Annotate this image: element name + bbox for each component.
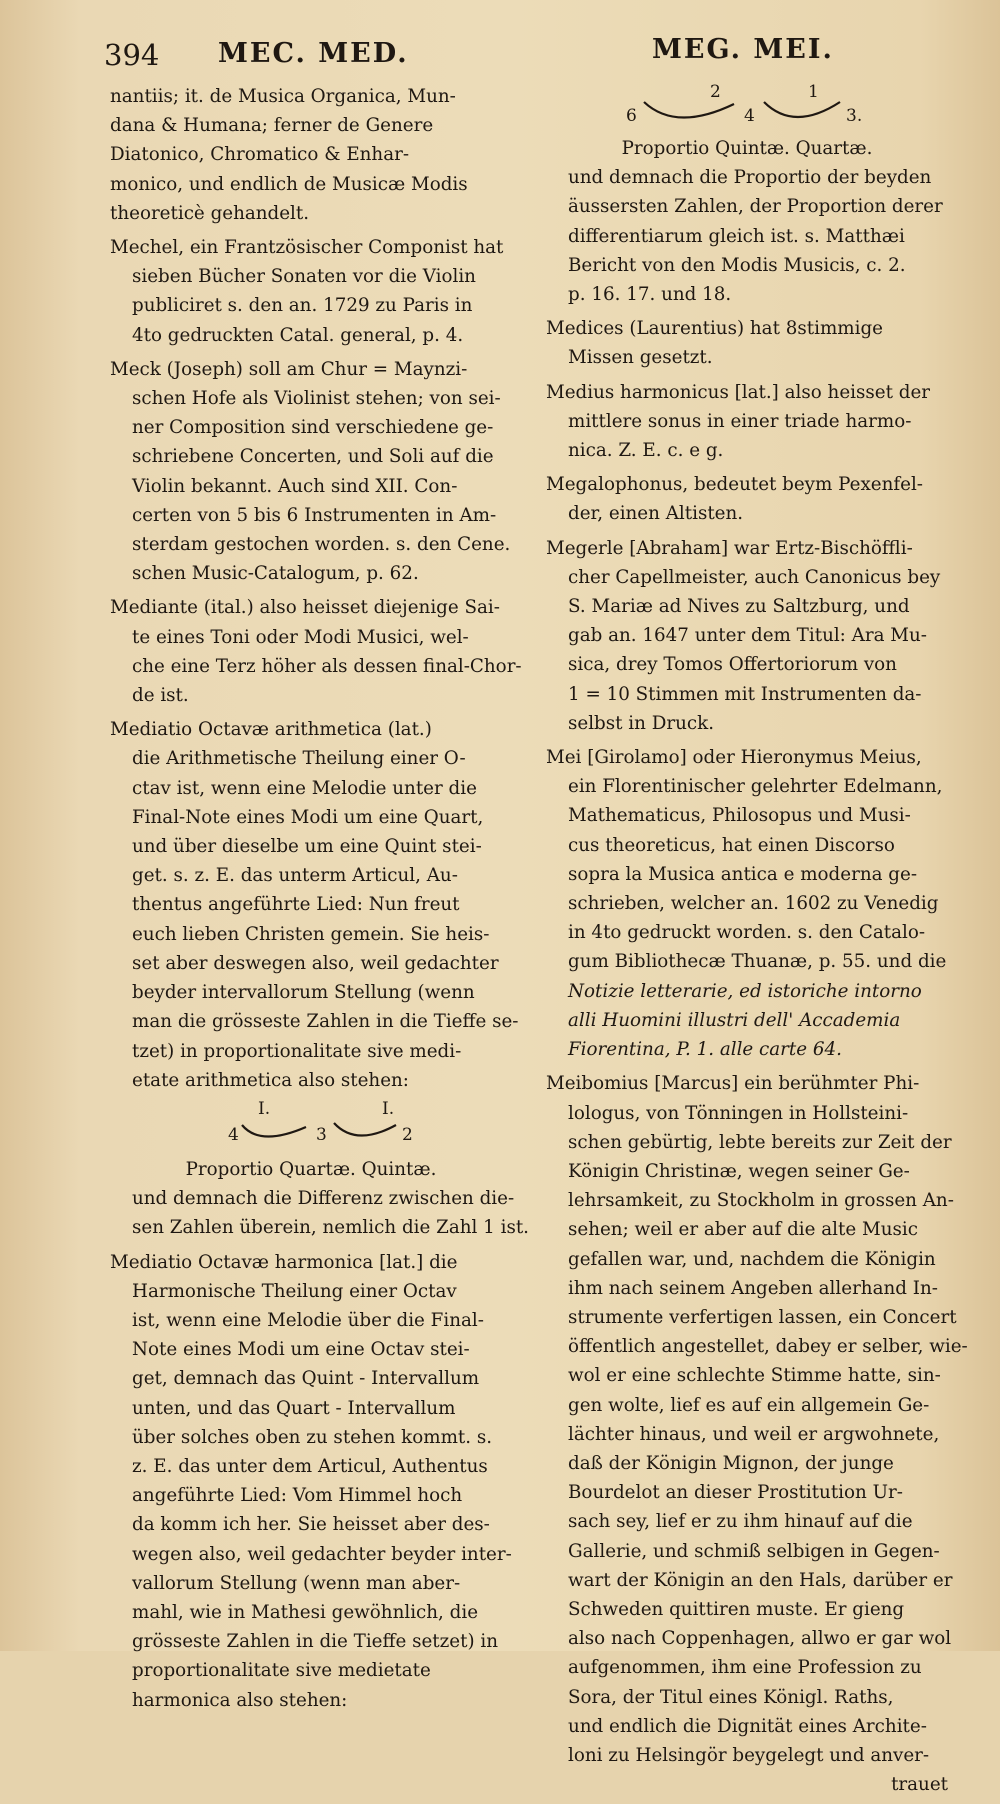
text-line: und endlich die Dignität eines Archite- — [568, 1715, 927, 1737]
diagram-caption: Proportio Quartæ. Quintæ. — [185, 1158, 437, 1180]
diagram-arcs — [110, 1095, 512, 1155]
text-line: also nach Coppenhagen, allwo er gar wol — [568, 1628, 952, 1650]
text-line: sen Zahlen überein, nemlich die Zahl 1 ist. — [132, 1217, 529, 1239]
text-line: set aber deswegen also, weil gedachter — [132, 952, 499, 974]
text-line: schen Music-Catalogum, p. 62. — [132, 563, 419, 585]
text-line: ner Composition sind verschiedene ge- — [132, 417, 494, 439]
text-line: monico, und endlich de Musicæ Modis — [110, 173, 468, 195]
text-line: z. E. das unter dem Articul, Authentus — [132, 1455, 488, 1477]
text-line: schriebene Concerten, und Soli auf die — [132, 446, 494, 468]
entry-headline: Mechel, ein Frantzösischer Componist hat — [110, 237, 504, 259]
text-line: die Arithmetische Theilung einer O- — [132, 748, 466, 770]
diagram-number: 2 — [402, 1124, 413, 1145]
text-line: Harmonische Theilung einer Octav — [132, 1280, 457, 1302]
entry-headline: Megalophonus, bedeutet beym Pexenfel- — [546, 474, 923, 496]
diagram-number: 3 — [316, 1124, 327, 1145]
proportion-diagram-arithmetic — [110, 1095, 512, 1155]
text-line: gab an. 1647 unter dem Titul: Ara Mu- — [568, 625, 927, 647]
text-line: tzet) in proportionalitate sive medi- — [132, 1040, 462, 1062]
text-line: Violin bekannt. Auch sind XII. Con- — [132, 475, 458, 497]
text-line: Final-Note eines Modi um eine Quart, — [132, 806, 484, 828]
text-line: etate arithmetica also stehen: — [132, 1069, 409, 1091]
entry-mei — [546, 743, 948, 1064]
text-line: proportionalitate sive medietate — [132, 1660, 431, 1682]
arc-mark — [644, 102, 734, 118]
text-line: Bourdelot an dieser Prostitution Ur- — [568, 1482, 903, 1504]
text-line: differentiarum gleich ist. s. Matthæi — [568, 225, 905, 247]
text-line: lächter hinaus, und weil er argwohnete, — [568, 1423, 940, 1445]
entry-headline: Medices (Laurentius) hat 8stimmige — [546, 318, 883, 340]
text-line: lologus, von Tönningen in Hollsteini- — [568, 1102, 909, 1124]
text-line: selbst in Druck. — [568, 712, 715, 734]
text-line: get, demnach das Quint - Intervallum — [132, 1368, 480, 1390]
text-line: über solches oben zu stehen kommt. s. — [132, 1426, 493, 1448]
text-line: cus theoreticus, hat einen Discorso — [568, 834, 895, 856]
text-line: ist, wenn eine Melodie über die Final- — [132, 1309, 484, 1331]
text-line: vallorum Stellung (wenn man aber- — [132, 1572, 461, 1594]
text-line: S. Mariæ ad Nives zu Saltzburg, und — [568, 596, 910, 618]
text-line: sopra la Musica antica e moderna ge- — [568, 863, 917, 885]
text-line: 4to gedruckten Catal. general, p. 4. — [132, 324, 464, 346]
entry-mediante — [110, 593, 522, 710]
entry-intro-continuation — [110, 82, 512, 228]
text-line: wegen also, weil gedachter beyder inter- — [132, 1543, 512, 1565]
text-line: sterdam gestochen worden. s. den Cene. — [132, 534, 511, 556]
right-column — [546, 82, 968, 1804]
text-line: beyder intervallorum Stellung (wenn — [132, 982, 475, 1004]
proportion-diagram-harmonic — [546, 82, 948, 134]
text-line: get. s. z. E. das unterm Articul, Au- — [132, 865, 458, 887]
text-line: p. 16. 17. und 18. — [568, 284, 732, 306]
diagram-number: 6 — [626, 106, 637, 126]
text-line: che eine Terz höher als dessen final-Chor- — [132, 655, 522, 677]
text-line: Diatonico, Chromatico & Enhar- — [110, 144, 410, 166]
arc-mark — [242, 1125, 306, 1137]
entry-headline: Meibomius [Marcus] ein berühmter Phi- — [546, 1073, 920, 1095]
text-line: gum Bibliothecæ Thuanæ, p. 55. und die — [568, 951, 947, 973]
text-line: daß der Königin Mignon, der junge — [568, 1452, 894, 1474]
diagram-caption: Proportio Quintæ. Quartæ. — [621, 138, 873, 159]
text-line: angeführte Lied: Vom Himmel hoch — [132, 1485, 463, 1507]
text-line: Fiorentina, P. 1. alle carte 64. — [568, 1039, 842, 1061]
text-line: cher Capellmeister, auch Canonicus bey — [568, 566, 941, 588]
entry-meck — [110, 355, 512, 589]
text-line: Sora, der Titul eines Königl. Raths, — [568, 1686, 894, 1708]
entry-headline: Mediante (ital.) also heisset diejenige Sai- — [110, 597, 500, 619]
text-line: Note eines Modi um eine Octav stei- — [132, 1339, 470, 1361]
header-left-guide-words: MEC. MED. — [218, 38, 409, 69]
text-line: publiciret s. den an. 1729 zu Paris in — [132, 295, 473, 317]
entry-headline: Medius harmonicus [lat.] also heisset der — [546, 381, 930, 403]
text-line: ihm nach seinem Angeben allerhand In- — [568, 1277, 938, 1299]
entry-headline: Mediatio Octavæ harmonica [lat.] die — [110, 1251, 458, 1273]
text-line: Gallerie, und schmiß selbigen in Gegen- — [568, 1540, 940, 1562]
diagram-number: 4 — [228, 1124, 239, 1145]
text-line: äussersten Zahlen, der Proportion derer — [568, 196, 943, 218]
text-line: loni zu Helsingör beygelegt und anver- — [568, 1744, 930, 1766]
running-header — [0, 30, 1000, 80]
diagram-top-label: 2 — [710, 82, 721, 102]
entry-megalophonus — [546, 470, 948, 528]
text-line: Bericht von den Modis Musicis, c. 2. — [568, 254, 906, 276]
entry-megerle — [546, 534, 948, 738]
text-line: öffentlich angestellet, dabey er selber, wie- — [568, 1336, 968, 1358]
text-line: da komm ich her. Sie heisset aber des- — [132, 1514, 490, 1536]
arc-mark — [334, 1123, 396, 1136]
text-line: gefallen war, und, nachdem die Königin — [568, 1248, 936, 1270]
text-line: unten, und das Quart - Intervallum — [132, 1397, 456, 1419]
text-line: Schweden quittiren muste. Er gieng — [568, 1598, 905, 1620]
text-line: aufgenommen, ihm eine Profession zu — [568, 1657, 922, 1679]
text-line: harmonica also stehen: — [132, 1689, 348, 1711]
entry-headline: Mei [Girolamo] oder Hieronymus Meius, — [546, 747, 922, 769]
text-line: ctav ist, wenn eine Melodie unter die — [132, 777, 477, 799]
text-line: certen von 5 bis 6 Instrumenten in Am- — [132, 504, 497, 526]
text-line: und demnach die Differenz zwischen die- — [132, 1188, 515, 1210]
entry-medices — [546, 314, 948, 372]
text-line: de ist. — [132, 685, 189, 707]
text-line: sica, drey Tomos Offertoriorum von — [568, 654, 897, 676]
diagram-top-label: 1 — [808, 82, 819, 102]
text-line: Missen gesetzt. — [568, 347, 713, 369]
entry-headline: Megerle [Abraham] war Ertz-Bischöffli- — [546, 537, 913, 559]
text-line: dana & Humana; ferner de Genere — [110, 115, 434, 137]
text-line: thentus angeführte Lied: Nun freut — [132, 894, 460, 916]
diagram-arcs — [546, 82, 948, 134]
text-line: Königin Christinæ, wegen seiner Ge- — [568, 1160, 910, 1182]
text-line: mahl, wie in Mathesi gewöhnlich, die — [132, 1601, 479, 1623]
text-line: sehen; weil er aber auf die alte Music — [568, 1219, 918, 1241]
entry-medius-harmonicus — [546, 378, 948, 466]
entry-mediatio-harmonica — [110, 1248, 512, 1715]
diagram-top-label: I. — [258, 1098, 271, 1119]
text-line: te eines Toni oder Modi Musici, wel- — [132, 626, 469, 648]
text-line: theoreticè gehandelt. — [110, 202, 310, 224]
text-line: wart der Königin an den Hals, darüber er — [568, 1569, 953, 1591]
entry-headline: Meck (Joseph) soll am Chur = Maynzi- — [110, 358, 468, 380]
arc-mark — [764, 102, 840, 117]
text-line: alli Huomini illustri dell' Accademia — [568, 1009, 901, 1031]
catchword: trauet — [891, 1774, 948, 1796]
entry-mediatio-harmonica-continued — [546, 82, 948, 309]
text-line: der, einen Altisten. — [568, 503, 744, 525]
diagram-top-label: I. — [382, 1098, 395, 1119]
text-line: sach sey, lief er zu ihm hinauf auf die — [568, 1511, 913, 1533]
text-line: in 4to gedruckt worden. s. den Catalo- — [568, 922, 926, 944]
text-line: wol er eine schlechte Stimme hatte, sin- — [568, 1365, 941, 1387]
text-line: schrieben, welcher an. 1602 zu Venedig — [568, 893, 939, 915]
text-line: gen wolte, lief es auf ein allgemein Ge- — [568, 1394, 930, 1416]
text-line: Notizie letterarie, ed istoriche intorno — [568, 980, 922, 1002]
text-line: strumente verfertigen lassen, ein Concert — [568, 1306, 957, 1328]
text-line: und demnach die Proportio der beyden — [568, 167, 932, 189]
text-line: schen gebürtig, lebte bereits zur Zeit der — [568, 1131, 952, 1153]
text-line: mittlere sonus in einer triade harmo- — [568, 410, 912, 432]
left-column — [110, 82, 529, 1720]
entry-mediatio-arithmetica — [110, 715, 529, 1242]
text-line: Mathematicus, Philosopus und Musi- — [568, 805, 911, 827]
diagram-number: 3. — [846, 106, 863, 126]
text-line: schen Hofe als Violinist stehen; von sei- — [132, 388, 501, 410]
text-line: euch lieben Christen gemein. Sie heis- — [132, 923, 490, 945]
text-line: sieben Bücher Sonaten vor die Violin — [132, 266, 476, 288]
text-line: nica. Z. E. c. e g. — [568, 440, 724, 462]
text-line: grösseste Zahlen in die Tieffe setzet) in — [132, 1631, 499, 1653]
text-line: ein Florentinischer gelehrter Edelmann, — [568, 776, 943, 798]
text-line: man die grösseste Zahlen in die Tieffe se- — [132, 1011, 519, 1033]
entry-mechel — [110, 233, 512, 350]
text-line: lehrsamkeit, zu Stockholm in grossen An- — [568, 1190, 954, 1212]
text-line: 1 = 10 Stimmen mit Instrumenten da- — [568, 683, 922, 705]
header-right-guide-words: MEG. MEI. — [652, 34, 834, 65]
text-line: nantiis; it. de Musica Organica, Mun- — [110, 86, 456, 107]
entry-meibomius — [546, 1069, 968, 1799]
page-number: 394 — [104, 38, 160, 72]
diagram-number: 4 — [744, 106, 755, 126]
text-line: und über dieselbe um eine Quint stei- — [132, 836, 482, 858]
entry-headline: Mediatio Octavæ arithmetica (lat.) — [110, 719, 432, 741]
